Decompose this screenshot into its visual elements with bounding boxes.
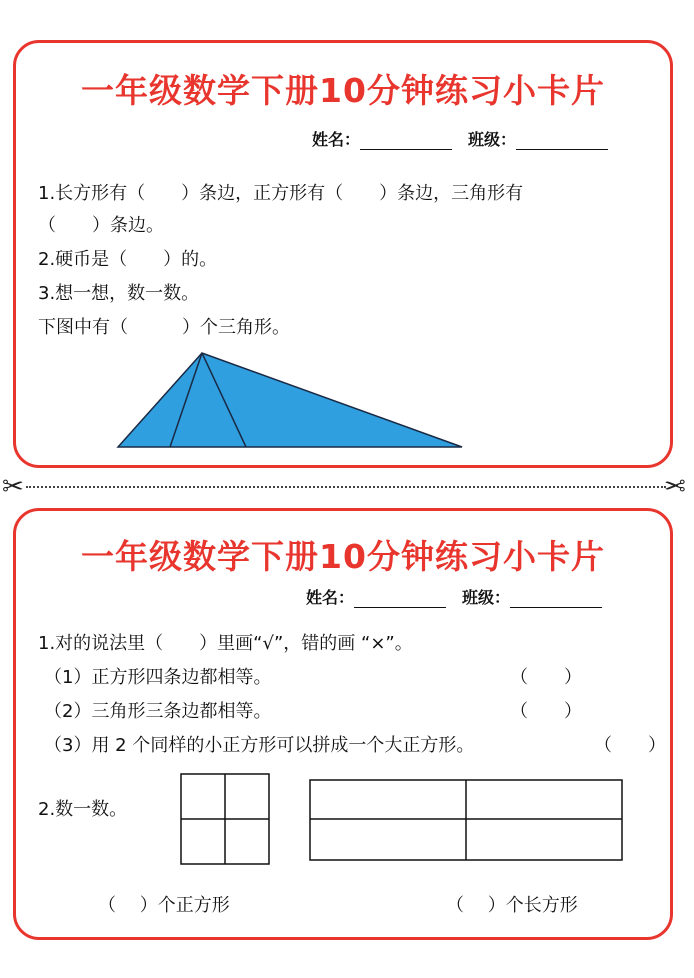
question-1-line-1: 1.长方形有（ ）条边，正方形有（ ）条边，三角形有 bbox=[38, 183, 524, 204]
class-blank[interactable] bbox=[510, 591, 602, 608]
statement-3: （3）用 2 个同样的小正方形可以拼成一个大正方形。 bbox=[44, 735, 475, 756]
practice-card-1 bbox=[13, 40, 673, 468]
triangle-figure bbox=[106, 343, 466, 453]
square-grid-figure bbox=[180, 773, 272, 867]
question-3-title: 3.想一想，数一数。 bbox=[38, 283, 200, 304]
class-label: 班级： bbox=[468, 130, 517, 149]
name-label: 姓名： bbox=[312, 130, 361, 149]
name-blank[interactable] bbox=[360, 133, 452, 150]
statement-1: （1）正方形四条边都相等。 bbox=[44, 667, 272, 688]
scissors-icon: ✂ bbox=[2, 472, 24, 502]
class-blank[interactable] bbox=[516, 133, 608, 150]
statement-2: （2）三角形三条边都相等。 bbox=[44, 701, 272, 722]
question-2: 2.硬币是（ ）的。 bbox=[38, 249, 218, 270]
big-triangle bbox=[118, 353, 462, 447]
cut-line bbox=[26, 486, 666, 488]
card-title: 一年级数学下册10分钟练习小卡片 bbox=[81, 537, 605, 576]
answer-rectangles[interactable]: （ ）个长方形 bbox=[446, 895, 578, 916]
answer-squares[interactable]: （ ）个正方形 bbox=[98, 895, 230, 916]
practice-card-2 bbox=[13, 508, 673, 940]
statement-2-answer[interactable]: （ ） bbox=[510, 701, 582, 722]
question-1-title: 1.对的说法里（ ）里画“√”，错的画 “×”。 bbox=[38, 633, 413, 654]
rectangle-grid-figure bbox=[309, 779, 625, 863]
question-3-prompt: 下图中有（ ）个三角形。 bbox=[38, 317, 290, 338]
card-title: 一年级数学下册10分钟练习小卡片 bbox=[81, 71, 605, 110]
name-blank[interactable] bbox=[354, 591, 446, 608]
statement-3-answer[interactable]: （ ） bbox=[594, 735, 666, 756]
name-label: 姓名： bbox=[306, 588, 355, 607]
statement-1-answer[interactable]: （ ） bbox=[510, 667, 582, 688]
name-class-bar bbox=[312, 127, 624, 150]
question-1-line-2: （ ）条边。 bbox=[38, 215, 164, 236]
scissors-icon: ✂ bbox=[664, 472, 686, 502]
question-2-title: 2.数一数。 bbox=[38, 799, 128, 820]
class-label: 班级： bbox=[462, 588, 511, 607]
name-class-bar bbox=[306, 585, 618, 608]
